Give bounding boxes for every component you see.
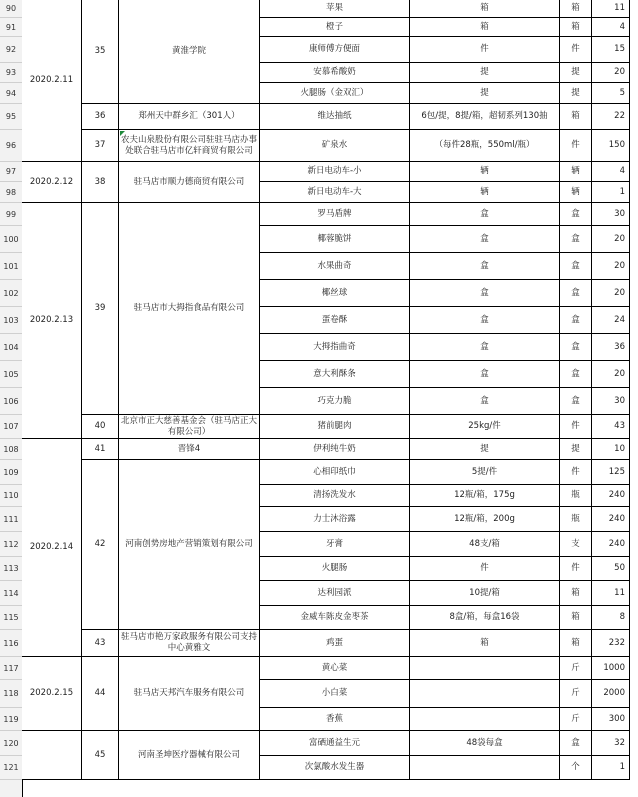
spec-cell[interactable]: 件 — [410, 37, 560, 63]
quantity-cell[interactable]: 20 — [592, 361, 630, 388]
row-number: 115 — [0, 606, 22, 630]
donor-unit-cell[interactable]: 北京市正大慈善基金会（驻马店正大有限公司） — [119, 415, 260, 439]
quantity-cell[interactable]: 30 — [592, 388, 630, 415]
quantity-cell[interactable]: 1 — [592, 182, 630, 203]
item-cell[interactable]: 橙子 — [260, 18, 410, 37]
donor-unit-cell[interactable]: 河南创势房地产营销策划有限公司 — [119, 460, 260, 630]
spec-cell[interactable]: 12瓶/箱，200g — [410, 507, 560, 532]
spec-cell[interactable]: 8盒/箱，每盒16袋 — [410, 606, 560, 630]
spec-cell[interactable]: 25kg/件 — [410, 415, 560, 439]
spec-cell[interactable]: 盒 — [410, 253, 560, 280]
row-number: 111 — [0, 507, 22, 532]
unit-measure-cell[interactable]: 盒 — [560, 280, 592, 307]
seq-cell[interactable]: 43 — [82, 630, 119, 657]
quantity-cell[interactable]: 240 — [592, 507, 630, 532]
item-cell[interactable]: 牙膏 — [260, 532, 410, 557]
item-cell[interactable]: 水果曲奇 — [260, 253, 410, 280]
unit-measure-cell[interactable]: 盒 — [560, 203, 592, 226]
row-number: 93 — [0, 63, 22, 83]
donor-unit-cell[interactable]: 驻马店天邦汽车服务有限公司 — [119, 657, 260, 731]
spec-cell[interactable]: （每件28瓶，550ml/瓶） — [410, 130, 560, 162]
row-number: 117 — [0, 657, 22, 680]
item-cell[interactable]: 蛋卷酥 — [260, 307, 410, 334]
spec-cell[interactable]: 盒 — [410, 280, 560, 307]
unit-measure-cell[interactable]: 盒 — [560, 307, 592, 334]
spec-cell[interactable]: 5提/件 — [410, 460, 560, 485]
row-number: 99 — [0, 203, 22, 226]
unit-measure-cell[interactable]: 提 — [560, 63, 592, 83]
item-cell[interactable]: 猪前腿肉 — [260, 415, 410, 439]
seq-cell[interactable]: 36 — [82, 104, 119, 130]
item-cell[interactable]: 心相印纸巾 — [260, 460, 410, 485]
row-number: 105 — [0, 361, 22, 388]
unit-measure-cell[interactable]: 件 — [560, 37, 592, 63]
unit-measure-cell[interactable]: 箱 — [560, 0, 592, 18]
row-number: 100 — [0, 226, 22, 253]
seq-cell[interactable]: 41 — [82, 439, 119, 460]
row-number: 98 — [0, 182, 22, 203]
quantity-cell[interactable]: 24 — [592, 307, 630, 334]
spec-cell[interactable]: 盒 — [410, 334, 560, 361]
row-number: 108 — [0, 439, 22, 460]
row-number: 118 — [0, 680, 22, 708]
unit-measure-cell[interactable]: 件 — [560, 460, 592, 485]
item-cell[interactable]: 金威车陈皮金枣茶 — [260, 606, 410, 630]
item-cell[interactable]: 巧克力脆 — [260, 388, 410, 415]
seq-cell[interactable]: 40 — [82, 415, 119, 439]
item-cell[interactable]: 伊利纯牛奶 — [260, 439, 410, 460]
quantity-cell[interactable]: 11 — [592, 0, 630, 18]
spec-cell[interactable]: 10提/箱 — [410, 581, 560, 606]
row-number: 95 — [0, 104, 22, 130]
quantity-cell[interactable]: 36 — [592, 334, 630, 361]
date-cell[interactable]: 2020.2.15 — [22, 657, 82, 731]
spec-cell[interactable] — [410, 708, 560, 731]
date-cell[interactable]: 2020.2.14 — [22, 439, 82, 657]
quantity-cell[interactable]: 50 — [592, 557, 630, 581]
spec-cell[interactable]: 箱 — [410, 0, 560, 18]
row-number: 109 — [0, 460, 22, 485]
donor-unit-cell[interactable]: 黄淮学院 — [119, 0, 260, 104]
seq-cell[interactable]: 45 — [82, 731, 119, 780]
unit-measure-cell[interactable]: 件 — [560, 415, 592, 439]
quantity-cell[interactable]: 10 — [592, 439, 630, 460]
quantity-cell[interactable]: 11 — [592, 581, 630, 606]
seq-cell[interactable]: 39 — [82, 203, 119, 415]
item-cell[interactable]: 达利园派 — [260, 581, 410, 606]
unit-measure-cell[interactable]: 盒 — [560, 388, 592, 415]
quantity-cell[interactable]: 4 — [592, 162, 630, 182]
item-cell[interactable]: 矿泉水 — [260, 130, 410, 162]
unit-measure-cell[interactable]: 箱 — [560, 104, 592, 130]
quantity-cell[interactable]: 4 — [592, 18, 630, 37]
quantity-cell[interactable]: 43 — [592, 415, 630, 439]
quantity-cell[interactable]: 22 — [592, 104, 630, 130]
row-number: 103 — [0, 307, 22, 334]
donor-unit-cell[interactable]: 驻马店市大拇指食品有限公司 — [119, 203, 260, 415]
date-cell[interactable]: 2020.2.11 — [22, 0, 82, 162]
row-number: 121 — [0, 756, 22, 780]
unit-measure-cell[interactable]: 盒 — [560, 253, 592, 280]
quantity-cell[interactable]: 300 — [592, 708, 630, 731]
spec-cell[interactable]: 辆 — [410, 162, 560, 182]
spec-cell[interactable]: 箱 — [410, 630, 560, 657]
row-number: 119 — [0, 708, 22, 731]
spec-cell[interactable]: 48袋每盒 — [410, 731, 560, 756]
seq-cell[interactable]: 42 — [82, 460, 119, 630]
quantity-cell[interactable]: 32 — [592, 731, 630, 756]
row-number: 90 — [0, 0, 22, 18]
row-number: 110 — [0, 485, 22, 507]
seq-cell[interactable]: 37 — [82, 130, 119, 162]
date-cell[interactable]: 2020.2.13 — [22, 203, 82, 439]
spec-cell[interactable] — [410, 657, 560, 680]
spec-cell[interactable]: 提 — [410, 83, 560, 104]
donor-unit-cell[interactable]: 农夫山泉股份有限公司驻驻马店办事处联合驻马店市亿轩商贸有限公司 — [119, 130, 260, 162]
unit-measure-cell[interactable]: 辆 — [560, 182, 592, 203]
row-number: 113 — [0, 557, 22, 581]
item-cell[interactable]: 火腿肠（金双汇） — [260, 83, 410, 104]
spec-cell[interactable]: 提 — [410, 439, 560, 460]
item-cell[interactable]: 安慕希酸奶 — [260, 63, 410, 83]
row-number: 107 — [0, 415, 22, 439]
row-number: 101 — [0, 253, 22, 280]
row-number: 112 — [0, 532, 22, 557]
item-cell[interactable]: 次氯酸水发生器 — [260, 756, 410, 780]
unit-measure-cell[interactable]: 瓶 — [560, 485, 592, 507]
spec-cell[interactable]: 盒 — [410, 361, 560, 388]
unit-measure-cell[interactable]: 瓶 — [560, 507, 592, 532]
row-number: 94 — [0, 83, 22, 104]
unit-measure-cell[interactable]: 盒 — [560, 361, 592, 388]
quantity-cell[interactable]: 20 — [592, 226, 630, 253]
unit-measure-cell[interactable]: 提 — [560, 83, 592, 104]
item-cell[interactable]: 苹果 — [260, 0, 410, 18]
unit-measure-cell[interactable]: 件 — [560, 557, 592, 581]
quantity-cell[interactable]: 8 — [592, 606, 630, 630]
row-number: 91 — [0, 18, 22, 37]
quantity-cell[interactable]: 30 — [592, 203, 630, 226]
donor-unit-cell[interactable]: 河南圣坤医疗器械有限公司 — [119, 731, 260, 780]
date-cell[interactable] — [22, 731, 82, 780]
spec-cell[interactable]: 6包/提，8提/箱，超韧系列130抽 — [410, 104, 560, 130]
item-cell[interactable]: 罗马盾牌 — [260, 203, 410, 226]
spec-cell[interactable]: 盒 — [410, 307, 560, 334]
item-cell[interactable]: 维达抽纸 — [260, 104, 410, 130]
quantity-cell[interactable]: 232 — [592, 630, 630, 657]
item-cell[interactable]: 火腿肠 — [260, 557, 410, 581]
unit-measure-cell[interactable]: 盒 — [560, 226, 592, 253]
item-cell[interactable]: 新日电动车-小 — [260, 162, 410, 182]
unit-measure-cell[interactable]: 箱 — [560, 581, 592, 606]
spec-cell[interactable] — [410, 680, 560, 708]
item-cell[interactable]: 大拇指曲奇 — [260, 334, 410, 361]
item-cell[interactable]: 富硒通益生元 — [260, 731, 410, 756]
row-number: 114 — [0, 581, 22, 606]
item-cell[interactable]: 黄心菜 — [260, 657, 410, 680]
seq-cell[interactable]: 38 — [82, 162, 119, 203]
quantity-cell[interactable]: 240 — [592, 532, 630, 557]
donor-unit-cell[interactable]: 郑州天中群乡汇（301人） — [119, 104, 260, 130]
date-cell[interactable]: 2020.2.12 — [22, 162, 82, 203]
item-cell[interactable]: 椰丝球 — [260, 280, 410, 307]
item-cell[interactable]: 鸡蛋 — [260, 630, 410, 657]
spec-cell[interactable]: 12瓶/箱，175g — [410, 485, 560, 507]
unit-measure-cell[interactable]: 斤 — [560, 657, 592, 680]
row-number: 106 — [0, 388, 22, 415]
spec-cell[interactable]: 盒 — [410, 226, 560, 253]
quantity-cell[interactable]: 1000 — [592, 657, 630, 680]
unit-measure-cell[interactable]: 斤 — [560, 680, 592, 708]
spec-cell[interactable]: 盒 — [410, 203, 560, 226]
donor-unit-cell[interactable]: 驻马店市顺力德商贸有限公司 — [119, 162, 260, 203]
item-cell[interactable]: 椰蓉脆饼 — [260, 226, 410, 253]
seq-cell[interactable]: 35 — [82, 0, 119, 104]
spec-cell[interactable] — [410, 756, 560, 780]
item-cell[interactable]: 新日电动车-大 — [260, 182, 410, 203]
row-number: 120 — [0, 731, 22, 756]
donor-unit-cell[interactable]: 晋锋4 — [119, 439, 260, 460]
quantity-cell[interactable]: 240 — [592, 485, 630, 507]
spec-cell[interactable]: 件 — [410, 557, 560, 581]
quantity-cell[interactable]: 125 — [592, 460, 630, 485]
unit-measure-cell[interactable]: 盒 — [560, 334, 592, 361]
item-cell[interactable]: 康师傅方便面 — [260, 37, 410, 63]
spec-cell[interactable]: 箱 — [410, 18, 560, 37]
unit-measure-cell[interactable]: 支 — [560, 532, 592, 557]
spec-cell[interactable]: 48支/箱 — [410, 532, 560, 557]
unit-measure-cell[interactable]: 盒 — [560, 731, 592, 756]
quantity-cell[interactable]: 20 — [592, 63, 630, 83]
unit-measure-cell[interactable]: 箱 — [560, 606, 592, 630]
unit-measure-cell[interactable]: 箱 — [560, 630, 592, 657]
quantity-cell[interactable]: 20 — [592, 280, 630, 307]
item-cell[interactable]: 香蕉 — [260, 708, 410, 731]
row-number: 104 — [0, 334, 22, 361]
quantity-cell[interactable]: 20 — [592, 253, 630, 280]
unit-measure-cell[interactable]: 个 — [560, 756, 592, 780]
unit-measure-cell[interactable]: 提 — [560, 439, 592, 460]
row-number: 116 — [0, 630, 22, 657]
item-cell[interactable]: 小白菜 — [260, 680, 410, 708]
donor-unit-cell[interactable]: 驻马店市艳万家政服务有限公司支持中心黄雅文 — [119, 630, 260, 657]
item-cell[interactable]: 力士沐浴露 — [260, 507, 410, 532]
item-cell[interactable]: 意大利酥条 — [260, 361, 410, 388]
quantity-cell[interactable]: 15 — [592, 37, 630, 63]
row-number: 92 — [0, 37, 22, 63]
unit-measure-cell[interactable]: 斤 — [560, 708, 592, 731]
quantity-cell[interactable]: 5 — [592, 83, 630, 104]
unit-measure-cell[interactable]: 件 — [560, 130, 592, 162]
spec-cell[interactable]: 盒 — [410, 388, 560, 415]
cell-indicator-icon — [120, 131, 125, 136]
quantity-cell[interactable]: 2000 — [592, 680, 630, 708]
row-number: 96 — [0, 130, 22, 162]
unit-measure-cell[interactable]: 箱 — [560, 18, 592, 37]
row-number: 102 — [0, 280, 22, 307]
item-cell[interactable]: 清扬洗发水 — [260, 485, 410, 507]
row-number: 97 — [0, 162, 22, 182]
quantity-cell[interactable]: 1 — [592, 756, 630, 780]
spec-cell[interactable]: 提 — [410, 63, 560, 83]
seq-cell[interactable]: 44 — [82, 657, 119, 731]
quantity-cell[interactable]: 150 — [592, 130, 630, 162]
unit-measure-cell[interactable]: 辆 — [560, 162, 592, 182]
spec-cell[interactable]: 辆 — [410, 182, 560, 203]
